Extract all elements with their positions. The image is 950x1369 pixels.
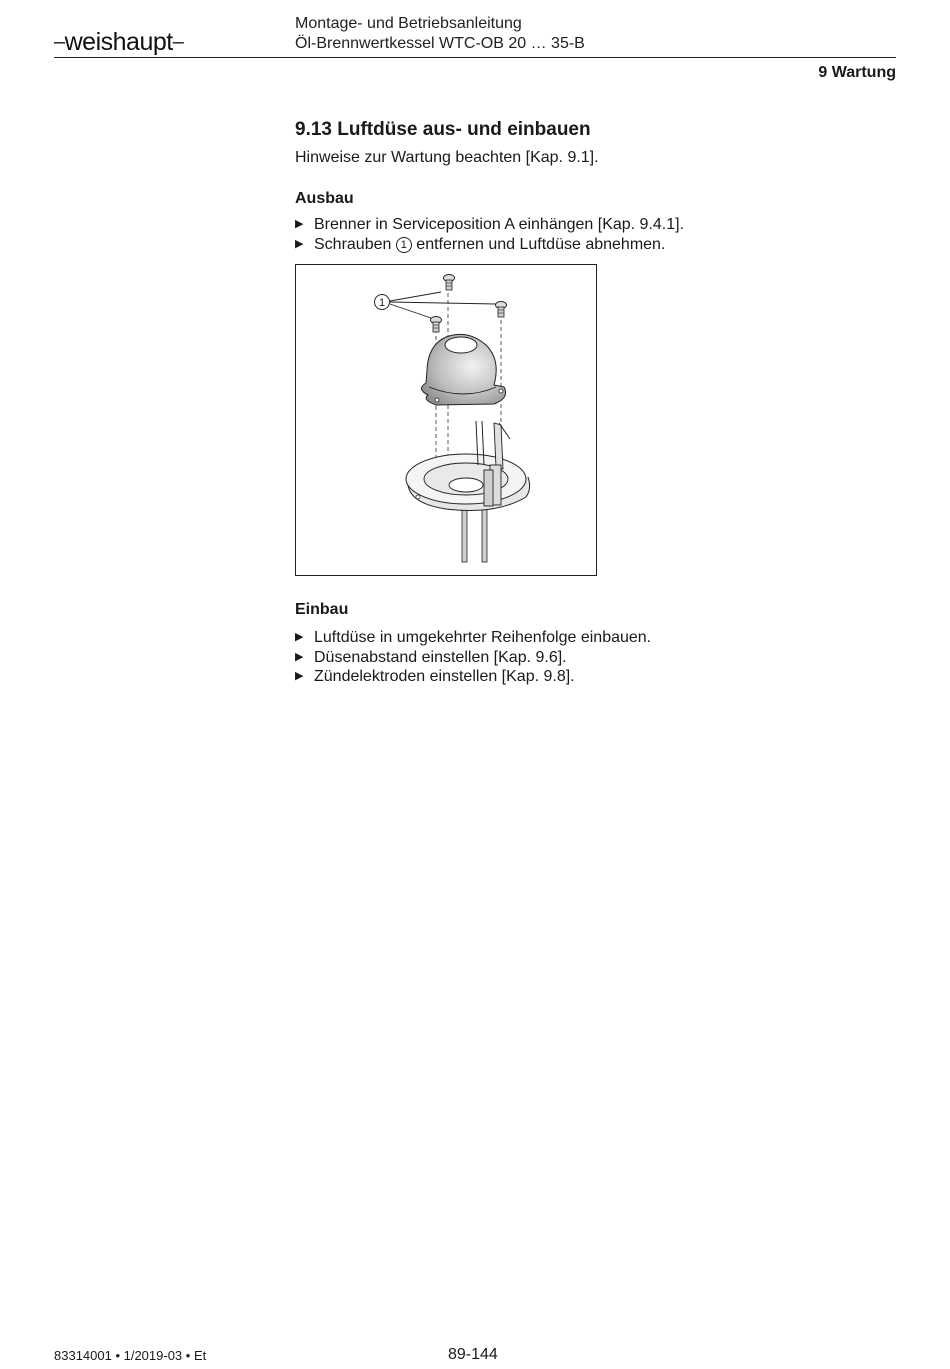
document-number: 83314001 • 1/2019-03 • Et <box>54 1348 207 1363</box>
removal-step-1: Brenner in Serviceposition A einhängen [Kap. 9.4.1]. <box>314 216 685 233</box>
list-item <box>295 215 895 235</box>
callout-reference: 1 <box>396 237 412 253</box>
air-nozzle-illustration <box>296 265 596 575</box>
air-nozzle-figure <box>295 264 597 576</box>
installation-section <box>295 600 895 687</box>
bullet-arrow-icon: ▶ <box>295 631 304 643</box>
document-title <box>295 14 585 54</box>
list-item <box>295 235 895 255</box>
document-title-line2: Öl-Brennwertkessel WTC-OB 20 … 35-B <box>295 35 585 52</box>
installation-steps <box>295 628 895 687</box>
air-nozzle-part <box>421 334 505 405</box>
page-number: 89-144 <box>448 1346 498 1363</box>
screw-icon <box>496 302 507 318</box>
brand-logo: –weishaupt– <box>54 28 184 56</box>
bullet-arrow-icon: ▶ <box>295 650 304 663</box>
removal-heading: Ausbau <box>295 190 354 207</box>
screw-icon <box>444 275 455 291</box>
callout-number: 1 <box>378 297 386 309</box>
brand-name: weishaupt <box>64 28 173 56</box>
callout-marker <box>375 292 497 318</box>
installation-step-1: Luftdüse in umgekehrter Reihenfolge einbauen. <box>314 629 652 646</box>
list-item <box>295 667 895 687</box>
section-heading: 9.13 Luftdüse aus- und einbauen <box>295 119 591 140</box>
chapter-label: 9 Wartung <box>818 64 896 81</box>
section-content <box>295 118 895 254</box>
document-title-line1: Montage- und Betriebsanleitung <box>295 15 522 32</box>
list-item <box>295 628 895 648</box>
installation-step-2: Düsenabstand einstellen [Kap. 9.6]. <box>314 648 567 666</box>
bullet-arrow-icon: ▶ <box>295 670 304 682</box>
removal-step-2-pre: Schrauben <box>314 235 392 253</box>
burner-base-part <box>406 421 530 562</box>
removal-step-2-post: entfernen und Luftdüse abnehmen. <box>416 235 666 253</box>
screw-icon <box>431 317 442 333</box>
list-item <box>295 648 895 668</box>
bullet-arrow-icon: ▶ <box>295 218 304 230</box>
installation-step-3: Zündelektroden einstellen [Kap. 9.8]. <box>314 668 575 685</box>
maintenance-note: Hinweise zur Wartung beachten [Kap. 9.1]. <box>295 149 599 166</box>
removal-steps <box>295 215 895 254</box>
bullet-arrow-icon: ▶ <box>295 237 304 250</box>
installation-heading: Einbau <box>295 601 349 618</box>
header-divider <box>54 57 896 58</box>
